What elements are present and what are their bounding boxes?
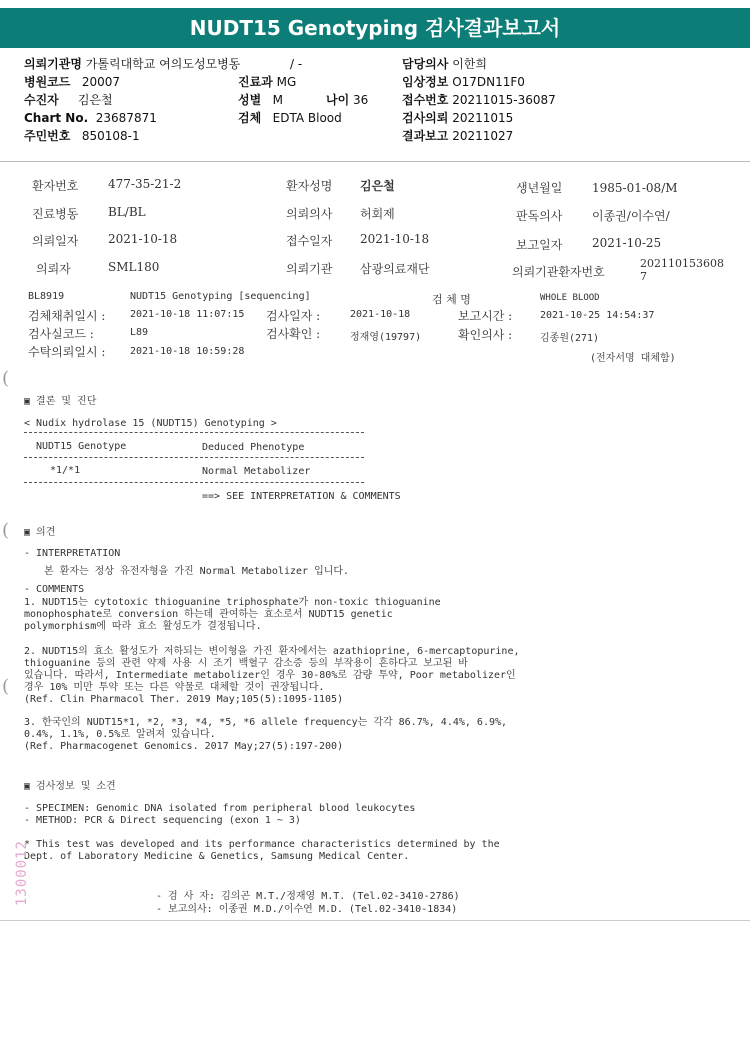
reporttime-label: 보고시간 : (458, 309, 513, 323)
header-value: 김은철 (77, 93, 113, 107)
interp-text: 본 환자는 정상 유전자형을 가진 Normal Metabolizer 입니다. (44, 566, 350, 577)
table-rule (24, 457, 364, 458)
header-label: 임상정보 (402, 75, 449, 89)
received-label: 수탁의뢰일시 : (28, 345, 106, 359)
header-value: M (272, 93, 283, 107)
confirm-value: 정재영(19797) (350, 332, 422, 343)
header-label: 수진자 (24, 93, 59, 107)
header-value: 20211015-36087 (452, 93, 556, 107)
header-label: 성별 (238, 93, 262, 107)
header-label: 주민번호 (24, 129, 71, 143)
collect-label: 검체채취일시 : (28, 309, 106, 323)
header-label: 검체 (238, 111, 262, 125)
room-value: L89 (130, 327, 149, 338)
patient-value: 허회제 (360, 207, 395, 221)
comment-3 (24, 717, 507, 753)
header-value: 20211027 (452, 129, 514, 143)
comment-line: (Ref. Clin Pharmacol Ther. 2019 May;105(5):1095-1105) (24, 694, 344, 705)
patient-label: 환자번호 (32, 179, 79, 193)
divider (0, 920, 750, 921)
header-age (326, 91, 368, 109)
patient-label: 의뢰기관 (286, 262, 333, 276)
method-info: - METHOD: PCR & Direct sequencing (exon 1 ~ 3) (24, 815, 301, 826)
patient-label: 접수일자 (286, 234, 333, 248)
scan-mark: ( (2, 368, 10, 389)
header-value: 36 (353, 93, 369, 107)
scan-mark: ( (2, 520, 10, 541)
patient-label: 진료병동 (32, 207, 79, 221)
patient-label: 의뢰일자 (32, 234, 79, 248)
specimen-info: - SPECIMEN: Genomic DNA isolated from peripheral blood leukocytes (24, 803, 416, 814)
patient-label: 환자성명 (286, 179, 333, 193)
stamp-number: 1300012 (14, 840, 30, 907)
header-slash: / - (290, 57, 303, 71)
header-value: EDTA Blood (272, 111, 342, 125)
doctor-value: 김종원(271) (540, 333, 600, 344)
table-rule (24, 432, 364, 433)
tester-line: - 검 사 자: 김의곤 M.T./정재영 M.T. (Tel.02-3410-2786) (156, 891, 460, 902)
header-value: O17DN11F0 (452, 75, 525, 89)
table-header-genotype: NUDT15 Genotype (36, 441, 127, 452)
patient-value: 2021-10-25 (592, 236, 662, 250)
header-value: 이한희 (452, 57, 487, 71)
patient-label: 의뢰의사 (286, 207, 333, 221)
section-heading: ▣ 검사정보 및 소견 (24, 781, 116, 792)
patient-label: 의뢰기관환자번호 (512, 265, 605, 279)
received-value: 2021-10-18 10:59:28 (130, 346, 245, 357)
section-heading: ▣ 결론 및 진단 (24, 396, 97, 407)
header-value: 850108-1 (81, 129, 140, 143)
genotype-value: *1/*1 (50, 465, 81, 476)
patient-value: BL/BL (108, 205, 146, 219)
patient-label: 판독의사 (516, 209, 563, 223)
header-label: 결과보고 (402, 129, 449, 143)
report-title: NUDT15 Genotyping 검사결과보고서 (0, 8, 750, 48)
specimen-value: WHOLE BLOOD (540, 293, 600, 303)
header-label: 병원코드 (24, 75, 71, 89)
note-line: * This test was developed and its performance characteristics determined by the (24, 839, 500, 850)
esign-note: (전자서명 대체함) (590, 353, 676, 364)
patient-value: 2021-10-18 (108, 232, 178, 246)
comments-title: - COMMENTS (24, 584, 85, 595)
patient-value: 삼광의료재단 (360, 262, 430, 276)
see-comments: ==> SEE INTERPRETATION & COMMENTS (202, 491, 401, 502)
patient-label: 보고일자 (516, 238, 563, 252)
patient-value: 1985-01-08/M (592, 181, 678, 195)
patient-value: 이종권/이수연/ (592, 209, 670, 223)
table-rule (24, 482, 364, 483)
header-label: 접수번호 (402, 93, 449, 107)
comment-1 (24, 597, 441, 633)
patient-label: 생년월일 (516, 181, 563, 195)
comment-line: 3. 한국인의 NUDT15*1, *2, *3, *4, *5, *6 allele frequency는 각각 86.7%, 4.4%, 6.9%, (24, 717, 508, 728)
patient-value: 477-35-21-2 (108, 177, 182, 191)
doctor-label: 확인의사 : (458, 328, 513, 342)
header-value: 가톨릭대학교 여의도성모병동 (85, 57, 241, 71)
section-heading: ▣ 의견 (24, 527, 56, 538)
header-label: 담당의사 (402, 57, 449, 71)
specimen-label: 검 체 명 (432, 293, 471, 306)
phenotype-value: Normal Metabolizer (202, 466, 311, 477)
header-label: Chart No. (24, 111, 89, 125)
comment-line: 0.4%, 1.1%, 0.5%로 알려져 있습니다. (24, 729, 216, 740)
patient-value: 김은철 (360, 179, 395, 193)
header-value: 23687871 (95, 111, 157, 125)
room-label: 검사실코드 : (28, 327, 94, 341)
patient-value: 202110153608 (640, 257, 724, 270)
collect-value: 2021-10-18 11:07:15 (130, 309, 245, 320)
testdate-value: 2021-10-18 (350, 309, 411, 320)
note-line: Dept. of Laboratory Medicine & Genetics, Samsung Medical Center. (24, 851, 410, 862)
comment-line: polymorphism에 따라 효소 활성도가 결정됩니다. (24, 621, 262, 632)
header-value: 20007 (81, 75, 121, 89)
scan-mark: ( (2, 676, 10, 697)
header-label: 진료과 (238, 75, 273, 89)
header-value: MG (276, 75, 297, 89)
validation-note (24, 839, 500, 863)
comment-line: (Ref. Pharmacogenet Genomics. 2017 May;27(5):197-200) (24, 741, 344, 752)
comment-2 (24, 646, 519, 706)
header-label: 의뢰기관명 (24, 57, 82, 71)
patient-value: 2021-10-18 (360, 232, 430, 246)
reporttime-value: 2021-10-25 14:54:37 (540, 310, 655, 321)
header-label: 검사의뢰 (402, 111, 449, 125)
patient-value-extra: 7 (640, 270, 647, 283)
test-code: BL8919 (28, 291, 65, 302)
divider (0, 161, 750, 162)
comment-line: monophosphate로 conversion 하는데 관여하는 효소로서 NUDT15 genetic (24, 609, 393, 620)
comment-line: 2. NUDT15의 효소 활성도가 저하되는 변이형을 가진 환자에서는 azathioprine, 6-mercaptopurine, (24, 646, 520, 657)
comment-line: 경우 10% 미만 투약 또는 다른 약물로 대체할 것이 권장됩니다. (24, 682, 325, 693)
patient-label: 의뢰자 (36, 262, 71, 276)
comment-line: thioguanine 등의 관련 약제 사용 시 조기 백혈구 감소증 등의 부작용이 흔하다고 보고된 바 (24, 658, 468, 669)
comment-line: 있습니다. 따라서, Intermediate metabolizer인 경우 30-80%로 감량 투약, Poor metabolizer인 (24, 670, 516, 681)
testdate-label: 검사일자 : (266, 309, 321, 323)
reporter-line: - 보고의사: 이종권 M.D./이수연 M.D. (Tel.02-3410-1834) (156, 904, 458, 915)
test-name: NUDT15 Genotyping [sequencing] (130, 291, 311, 302)
confirm-label: 검사확인 : (266, 327, 321, 341)
header-left (24, 55, 240, 145)
patient-value: SML180 (108, 260, 160, 274)
interp-title: - INTERPRETATION (24, 548, 121, 559)
header-label: 나이 (326, 93, 350, 107)
comment-line: 1. NUDT15는 cytotoxic thioguanine triphosphate가 non-toxic thioguanine (24, 597, 441, 608)
header-right (402, 55, 556, 145)
header-value: 20211015 (452, 111, 514, 125)
table-header-phenotype: Deduced Phenotype (202, 442, 305, 453)
table-subtitle: < Nudix hydrolase 15 (NUDT15) Genotyping > (24, 418, 277, 429)
